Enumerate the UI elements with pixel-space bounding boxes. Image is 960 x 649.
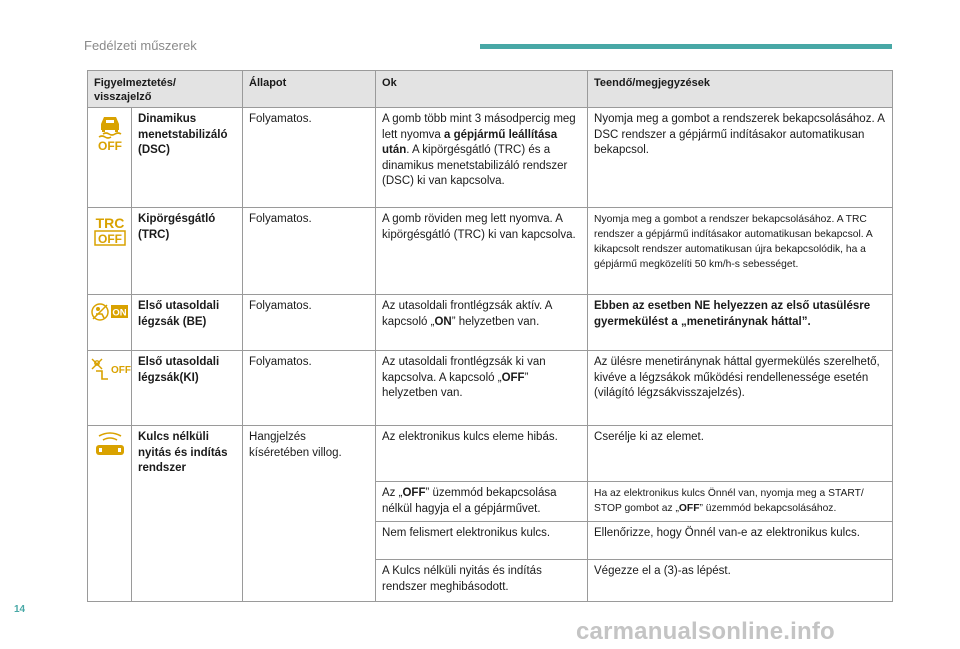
- warning-name: Első utasoldali légzsák(KI): [132, 351, 243, 426]
- airbag-off-icon: [90, 357, 129, 381]
- action-text: Nyomja meg a gombot a rendszer bekapcsolásához. A TRC rendszer a gépjármű indításakor automatikusan bekapcsol. A kikapcsolt rendszer automatikusan újra bekapcsolódik, ha a gépjármű megközelíti 50 km/h-s sebességet.: [588, 208, 893, 295]
- cause-text-part: A gomb több mint 3 másodpercig meg lett nyomva: [382, 113, 576, 141]
- state-text: Hangjelzés kíséretében villog.: [243, 426, 376, 602]
- action-text: [588, 482, 893, 522]
- table-row: [88, 208, 893, 295]
- cause-text: [376, 351, 588, 426]
- action-text: Ellenőrizze, hogy Önnél van-e az elektronikus kulcs.: [588, 522, 893, 560]
- trc-off-icon: [90, 214, 129, 248]
- cause-text-bold: ON: [434, 315, 452, 328]
- dsc-off-icon-text: OFF: [97, 139, 122, 152]
- action-text: Az ülésre menetiránynak háttal gyermekülés szerelhető, kivéve a légzsákok működési rendellenessége esetén (világító légzsákvisszajelzés).: [588, 351, 893, 426]
- action-text-part: ” üzemmód bekapcsolásához.: [699, 503, 837, 514]
- icon-cell: [88, 208, 132, 295]
- column-header-action: Teendő/megjegyzések: [588, 71, 893, 108]
- cause-text: A Kulcs nélküli nyitás és indítás rendszer meghibásodott.: [376, 560, 588, 602]
- warning-name: Dinamikus menetstabilizáló (DSC): [132, 108, 243, 208]
- page-number: 14: [14, 604, 26, 615]
- state-text: Folyamatos.: [243, 295, 376, 351]
- cause-text: [376, 295, 588, 351]
- icon-cell: [88, 108, 132, 208]
- cause-text-bold: OFF: [402, 487, 426, 499]
- cause-text-part: Az utasoldali frontlégzsák aktív. A kapcsoló „: [382, 300, 552, 328]
- column-header-cause: Ok: [376, 71, 588, 108]
- table-row: [88, 351, 893, 426]
- action-text-bold: OFF: [678, 503, 700, 514]
- table-row: [88, 426, 893, 482]
- cause-text: Az elektronikus kulcs eleme hibás.: [376, 426, 588, 482]
- cause-text-bold: a gépjármű leállítása után: [382, 128, 558, 156]
- cause-text-part: ” helyzetben van.: [451, 315, 540, 328]
- state-text: Folyamatos.: [243, 208, 376, 295]
- column-header-warning: Figyelmeztetés/ visszajelző: [88, 71, 243, 108]
- action-text: Végezze el a (3)-as lépést.: [588, 560, 893, 602]
- action-text: Ebben az esetben NE helyezzen az első utasülésre gyermekülést a „menetiránynak háttal”.: [588, 295, 893, 351]
- header-accent-bar: [480, 44, 892, 49]
- warning-name: Első utasoldali légzsák (BE): [132, 295, 243, 351]
- warning-name: Kulcs nélküli nyitás és indítás rendszer: [132, 426, 243, 602]
- cause-text-part: Az „: [382, 487, 403, 499]
- icon-cell: [88, 351, 132, 426]
- cause-text: [376, 108, 588, 208]
- watermark: carmanualsonline.info: [576, 618, 835, 645]
- cause-text-part: Az utasoldali frontlégzsák ki van kapcsolva. A kapcsoló „: [382, 356, 546, 384]
- table-header-row: [88, 71, 893, 108]
- state-text: Folyamatos.: [243, 351, 376, 426]
- cause-text-bold: OFF: [501, 371, 525, 384]
- trc-off-icon-text-bottom: OFF: [97, 232, 122, 246]
- column-header-state: Állapot: [243, 71, 376, 108]
- icon-cell: [88, 426, 132, 602]
- trc-off-icon-text-top: TRC: [95, 215, 124, 231]
- action-text-part: Ha az elektronikus kulcs Önnél van, nyomja meg a START/ STOP gombot az „: [594, 488, 864, 514]
- page-section-title: Fedélzeti műszerek: [84, 38, 197, 53]
- dsc-off-icon: [90, 114, 129, 152]
- icon-cell: [88, 295, 132, 351]
- airbag-on-icon: [90, 301, 129, 323]
- cause-text: Nem felismert elektronikus kulcs.: [376, 522, 588, 560]
- keyless-icon: [90, 432, 129, 458]
- cause-text-part: ” üzemmód bekapcsolása nélkül hagyja el a gépjárművet.: [382, 487, 557, 515]
- cause-text: A gomb röviden meg lett nyomva. A kipörgésgátló (TRC) ki van kapcsolva.: [376, 208, 588, 295]
- cause-text-part: . A kipörgésgátló (TRC) és a dinamikus menetstabilizáló rendszer (DSC) ki van kapcsolva.: [382, 144, 568, 187]
- action-text: Cserélje ki az elemet.: [588, 426, 893, 482]
- state-text: Folyamatos.: [243, 108, 376, 208]
- airbag-on-icon-text: ON: [112, 307, 127, 319]
- table-row: [88, 108, 893, 208]
- table-row: [88, 295, 893, 351]
- cause-text: [376, 482, 588, 522]
- airbag-off-icon-text: OFF: [111, 365, 131, 376]
- cause-text-part: ” helyzetben van.: [382, 371, 529, 399]
- warning-lights-table: [87, 70, 893, 602]
- action-text: Nyomja meg a gombot a rendszerek bekapcsolásához. A DSC rendszer a gépjármű indításakor automatikusan bekapcsol.: [588, 108, 893, 208]
- warning-name: Kipörgésgátló (TRC): [132, 208, 243, 295]
